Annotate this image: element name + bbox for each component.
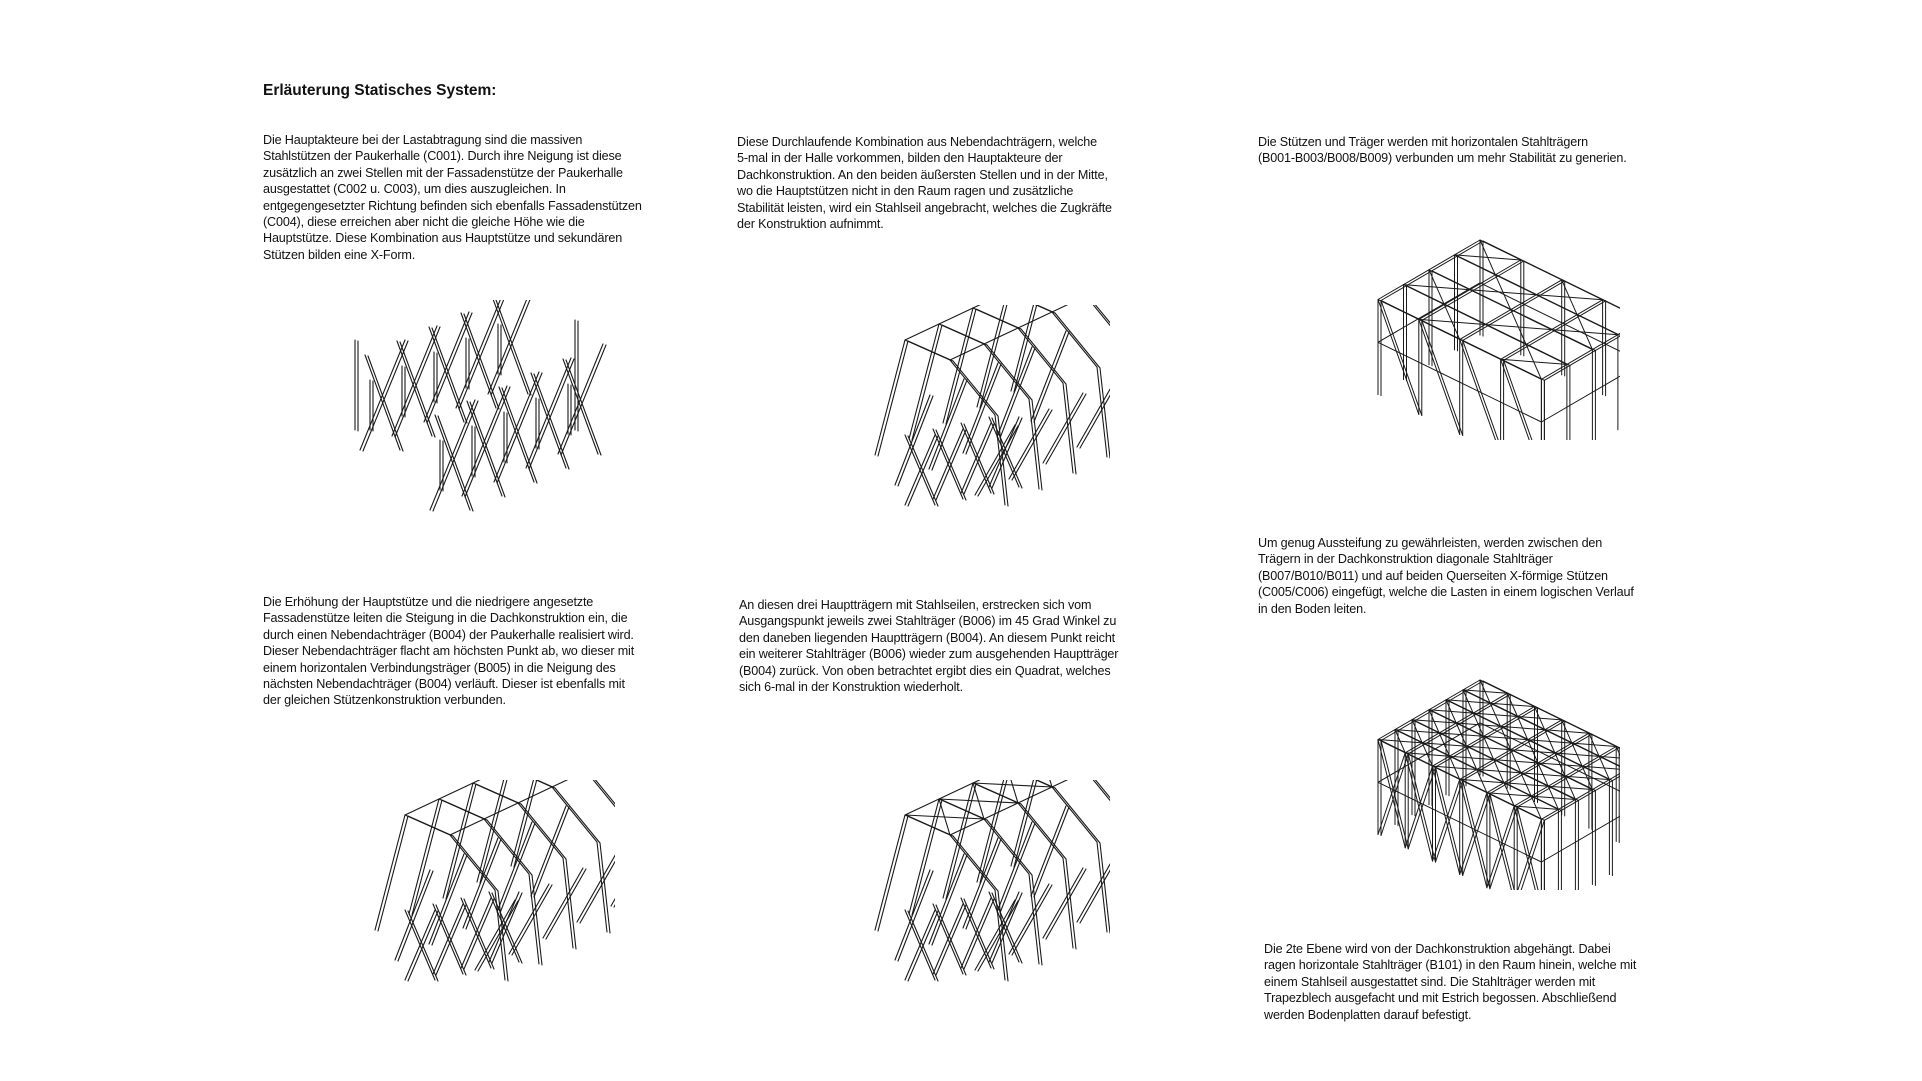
text-line: Stahlstützen der Paukerhalle (C001). Durch ihre Neigung ist diese (263, 149, 622, 164)
text-line: werden Bodenplatten darauf befestigt. (1264, 1007, 1472, 1022)
text-line: Hauptstütze. Diese Kombination aus Hauptstütze und sekundären (263, 231, 623, 246)
paragraph-lastabtragung (263, 132, 683, 263)
text-line: wo die Hauptstützen nicht in den Raum ragen und zusätzliche (737, 184, 1074, 199)
text-line: Trapezblech ausgefacht und mit Estrich begossen. Abschließend (1264, 991, 1617, 1006)
text-line: einem horizontalen Verbindungsträger (B005) in die Neigung des (263, 660, 616, 675)
text-line: ausgestattet (C002 u. C003), um dies auszugleichen. In (263, 182, 566, 197)
text-line: der gleichen Stützenkonstruktion verbunden. (263, 693, 506, 708)
text-line: Trägern in der Dachkonstruktion diagonale Stahlträger (1258, 552, 1553, 567)
text-line: entgegengesetzter Richtung befinden sich ebenfalls Fassadenstützen (263, 198, 642, 213)
text-line: An diesen drei Hauptträgern mit Stahlseilen, erstrecken sich vom (739, 598, 1092, 612)
text-line: Stabilität leisten, wird ein Stahlseil angebracht, welches die Zugkräfte (737, 200, 1112, 215)
text-line: zusätzlich an zwei Stellen mit der Fassadenstütze der Paukerhalle (263, 165, 623, 180)
paragraph-hauptstuetze (263, 594, 683, 709)
text-line: den daneben liegenden Hauptträgern (B004). An diesem Punkt reicht (739, 630, 1116, 645)
text-line: Die Stützen und Träger werden mit horizontalen Stahlträgern (1258, 135, 1588, 149)
diagram-horizontale-stahltraeger (1350, 200, 1620, 440)
text-line: sich 6-mal in der Konstruktion wiederholt. (739, 680, 963, 695)
text-line: Die Hauptakteure bei der Lastabtragung sind die massiven (263, 133, 583, 147)
text-line: ein weiterer Stahlträger (B006) wieder zum ausgehenden Hauptträger (739, 647, 1119, 662)
text-line: ragen horizontale Stahlträger (B101) in den Raum hinein, welche mit (1264, 958, 1637, 973)
text-line: Um genug Aussteifung zu gewährleisten, werden zwischen den (1258, 536, 1603, 550)
text-line: Dachkonstruktion. An den beiden äußersten Stellen und in der Mitte, (737, 167, 1108, 182)
text-line: Die Erhöhung der Hauptstütze und die niedrigere angesetzte (263, 595, 594, 609)
text-line: nächsten Nebendachträger (B004) verläuft. Dieser ist ebenfalls mit (263, 677, 625, 692)
text-line: Die 2te Ebene wird von der Dachkonstruktion abgehängt. Dabei (1264, 942, 1611, 956)
text-line: 5-mal in der Halle vorkommen, bilden den Hauptakteure der (737, 151, 1063, 166)
text-line: Dieser Nebendachträger flacht am höchsten Punkt ab, wo dieser mit (263, 644, 635, 659)
text-line: der Konstruktion aufnimmt. (737, 217, 884, 232)
page-title: Erläuterung Statisches System: (263, 82, 497, 99)
text-line: (C005/C006) eingefügt, welche die Lasten in einem logischen Verlauf (1258, 585, 1634, 600)
diagram-nebendachtraeger (845, 305, 1110, 545)
paragraph-zweite-ebene (1264, 941, 1684, 1023)
text-line: Ausgangspunkt jeweils zwei Stahlträger (B006) im 45 Grad Winkel zu (739, 614, 1117, 629)
paragraph-stahlseile (739, 597, 1159, 695)
text-line: Stützen bilden eine X-Form. (263, 247, 416, 262)
text-line: (B001-B003/B008/B009) verbunden um mehr Stabilität zu generien. (1258, 151, 1627, 166)
paragraph-horizontale-traeger (1258, 134, 1678, 167)
text-line: durch einen Nebendachträger (B004) der Paukerhalle realisiert wird. (263, 627, 634, 642)
diagram-aussteifung (1350, 640, 1620, 890)
paragraph-nebendachtraeger (737, 134, 1157, 232)
text-line: (B007/B010/B011) und auf beiden Querseiten X-förmige Stützen (1258, 568, 1608, 583)
paragraph-aussteifung (1258, 535, 1678, 617)
text-line: einem Stahlseil ausgestattet sind. Die Stahlträger werden mit (1264, 974, 1596, 989)
text-line: Fassadenstütze leiten die Steigung in die Dachkonstruktion ein, die (263, 611, 628, 626)
text-line: (C004), diese erreichen aber nicht die gleiche Höhe wie die (263, 215, 585, 230)
diagram-stuetzen-x-form (345, 300, 615, 540)
text-line: (B004) zurück. Von oben betrachtet ergibt dies ein Quadrat, welches (739, 663, 1111, 678)
text-line: in den Boden leiten. (1258, 601, 1367, 616)
diagram-hauptstuetze-dach (345, 780, 615, 1020)
diagram-stahltraeger-quadrat (845, 780, 1110, 1020)
text-line: Diese Durchlaufende Kombination aus Nebendachträgern, welche (737, 135, 1097, 149)
